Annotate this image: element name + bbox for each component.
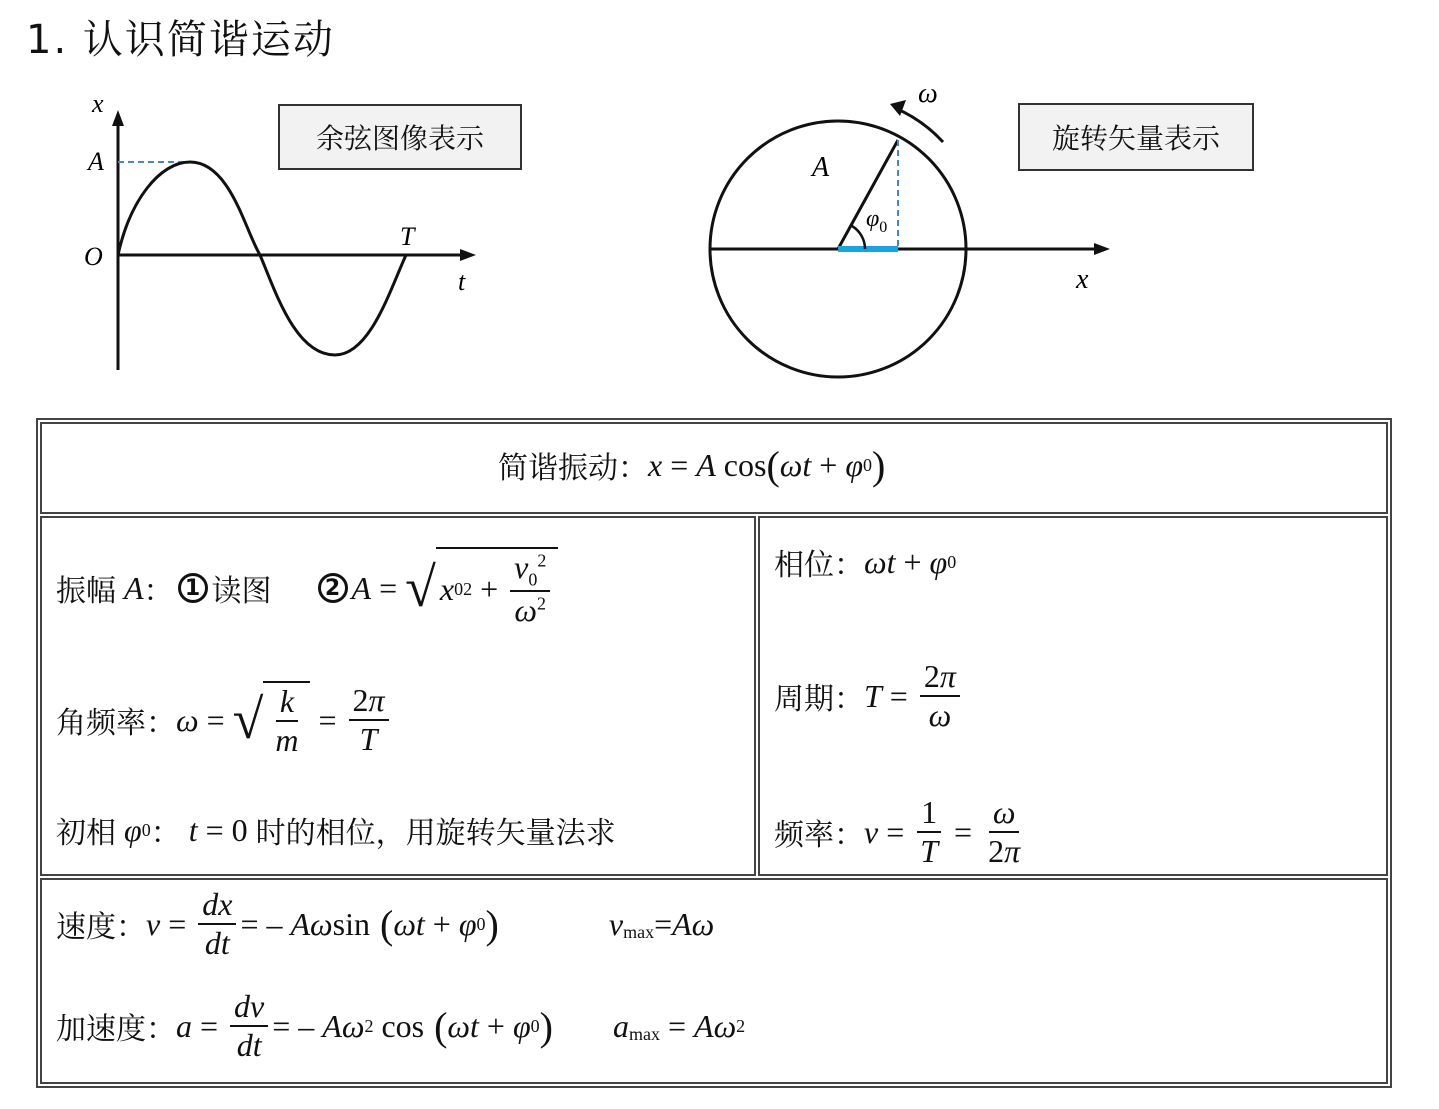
angular-frequency-row: 角频率： ω = √ $\frac{k}{m}$ = $\frac{2\pi}{T}$	[56, 672, 393, 768]
origin-label: O	[84, 242, 103, 271]
shm-label: 简谐振动：	[498, 451, 648, 486]
phasor-representation-label: 旋转矢量表示	[1018, 103, 1254, 171]
initial-phase-row: 初相 φ 0 ： t = 0 时的相位，用旋转矢量法求	[56, 811, 616, 851]
amplitude-label: A	[88, 147, 104, 176]
phase-row: 相位： ωt + φ 0	[774, 543, 957, 583]
period-row: 周期： T = $\frac{2\pi}{\omega}$	[774, 648, 964, 744]
period-label: T	[400, 222, 415, 251]
velocity-row: 速度： v = $\frac{dx}{dt}$ = – Aω sin ( ωt + φ 0 ) v $_{max}$ = Aω	[56, 886, 715, 961]
method-two-badge: 2	[318, 573, 348, 603]
phasor-x-axis-label: x	[1076, 264, 1089, 295]
t-axis-label: t	[458, 267, 466, 296]
x-axis-label: x	[92, 90, 104, 118]
amplitude-row: 振幅 A ： 1 读图 2 A = √ x 0 2 + $\frac{v_0^2}{\omega^2}$	[56, 540, 558, 636]
omega-label: ω	[918, 78, 938, 109]
method-one-badge: 1	[178, 573, 208, 603]
phasor-amplitude-label: A	[812, 152, 830, 183]
acceleration-row: 加速度： a = $\frac{dv}{dt}$ = – Aω 2 cos ( ωt + φ 0 ) a $_{max}$ = Aω 2	[56, 988, 746, 1063]
shm-equation: 简谐振动： x = A cos ( ωt + φ 0 )	[498, 442, 886, 488]
cosine-representation-label: 余弦图像表示	[278, 104, 522, 170]
page-title: 1. 认识简谐运动	[26, 17, 335, 63]
frequency-row: 频率： ν = $\frac{1}{T}$ = $\frac{\omega}{2\pi}$	[774, 794, 1021, 869]
phase-label: $\varphi_0$	[866, 206, 888, 236]
